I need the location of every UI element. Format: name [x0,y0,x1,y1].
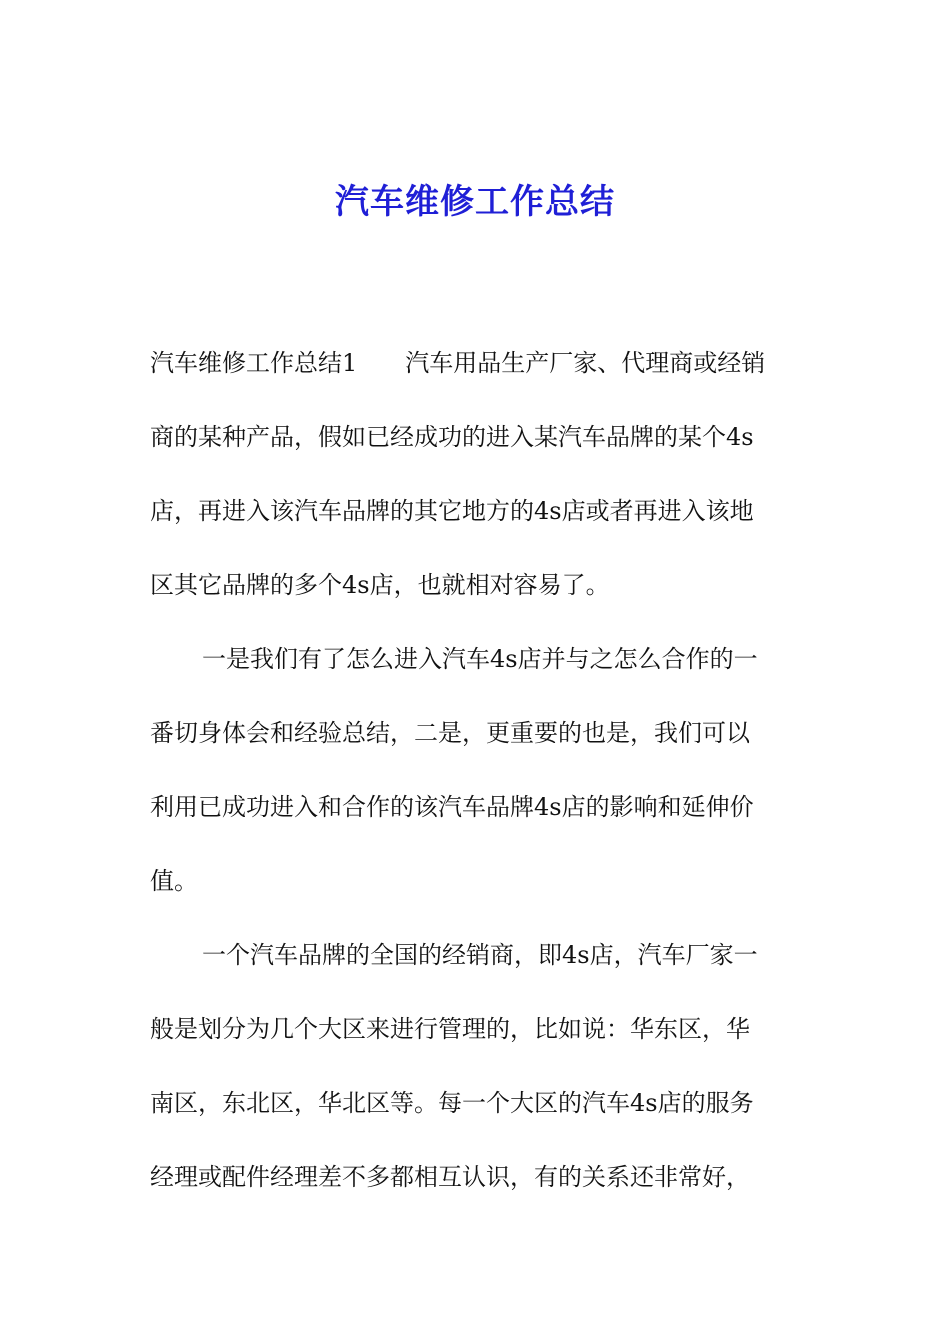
document-body [150,326,805,1214]
body-line: 番切身体会和经验总结，二是，更重要的也是，我们可以 [150,719,750,747]
body-line: 经理或配件经理差不多都相互认识，有的关系还非常好， [150,1163,750,1191]
body-line: 利用已成功进入和合作的该汽车品牌4s店的影响和延伸价 [150,793,754,821]
body-line: 值。 [150,867,198,895]
document-title: 汽车维修工作总结 [335,182,615,222]
paragraph-first-line: 一个汽车品牌的全国的经销商，即4s店，汽车厂家一 [202,941,758,969]
body-line: 商的某种产品，假如已经成功的进入某汽车品牌的某个4s [150,423,754,451]
body-line: 南区，东北区，华北区等。每一个大区的汽车4s店的服务 [150,1089,754,1117]
body-line: 店，再进入该汽车品牌的其它地方的4s店或者再进入该地 [150,497,754,525]
body-line: 区其它品牌的多个4s店，也就相对容易了。 [150,571,610,599]
paragraph-first-line: 一是我们有了怎么进入汽车4s店并与之怎么合作的一 [202,645,758,673]
body-line: 般是划分为几个大区来进行管理的，比如说：华东区，华 [150,1015,750,1043]
body-line: 汽车维修工作总结1 汽车用品生产厂家、代理商或经销 [150,349,766,377]
